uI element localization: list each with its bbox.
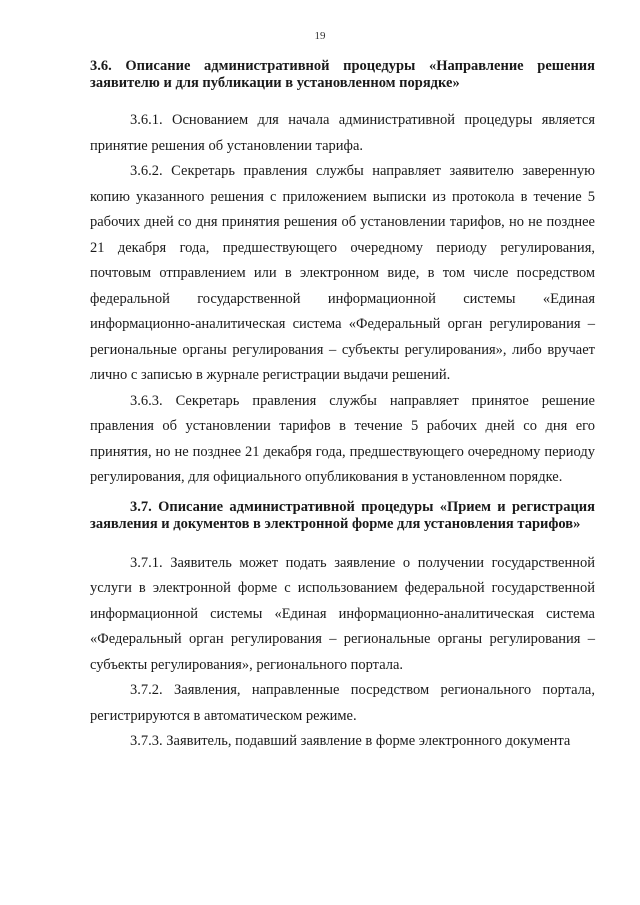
paragraph-3-6-1: 3.6.1. Основанием для начала административной процедуры является принятие решения об установлении тарифа. xyxy=(90,112,595,154)
page-number: 19 xyxy=(314,30,326,42)
paragraph-3-6-2: 3.6.2. Секретарь правления службы направляет заявителю заверенную копию указанного решения с приложением выписки из протокола в течение 5 рабочих дней со дня принятия решения об установлении тарифов, но не позднее 21 декабря года, предшествующего очередному периоду регулирования, почтовым отправлением или в электронном виде, в том числе посредством федеральной государственной информационной системы «Единая информационно-аналитическая система «Федеральный орган регулирования – региональные органы регулирования – субъекты регулирования», либо вручает лично с записью в журнале регистрации выдачи решений. xyxy=(90,163,595,383)
paragraph-3-7-2: 3.7.2. Заявления, направленные посредством регионального портала, регистрируются в автоматическом режиме. xyxy=(90,682,595,724)
section-3-6-heading: 3.6. Описание административной процедуры «Направление решения заявителю и для публикации в установленном порядке» xyxy=(90,58,595,91)
section-3-7-heading: 3.7. Описание административной процедуры «Прием и регистрация заявления и документов в электронной форме для установления тарифов» xyxy=(90,498,595,532)
document-body xyxy=(90,58,595,755)
paragraph-3-7-3: 3.7.3. Заявитель, подавший заявление в форме электронного документа xyxy=(130,733,571,749)
paragraph-3-7-1: 3.7.1. Заявитель может подать заявление о получении государственной услуги в электронной форме с использованием федеральной государственной информационной системы «Единая информационно-аналитическая система «Федеральный орган регулирования – региональные органы регулирования – субъекты регулирования», регионального портала. xyxy=(90,554,595,673)
paragraph-3-6-3: 3.6.3. Секретарь правления службы направляет принятое решение правления об установлении тарифов в течение 5 рабочих дней со дня его принятия, но не позднее 21 декабря года, предшествующего очередному периоду регулирования, для официального опубликования в установленном порядке. xyxy=(90,392,595,485)
